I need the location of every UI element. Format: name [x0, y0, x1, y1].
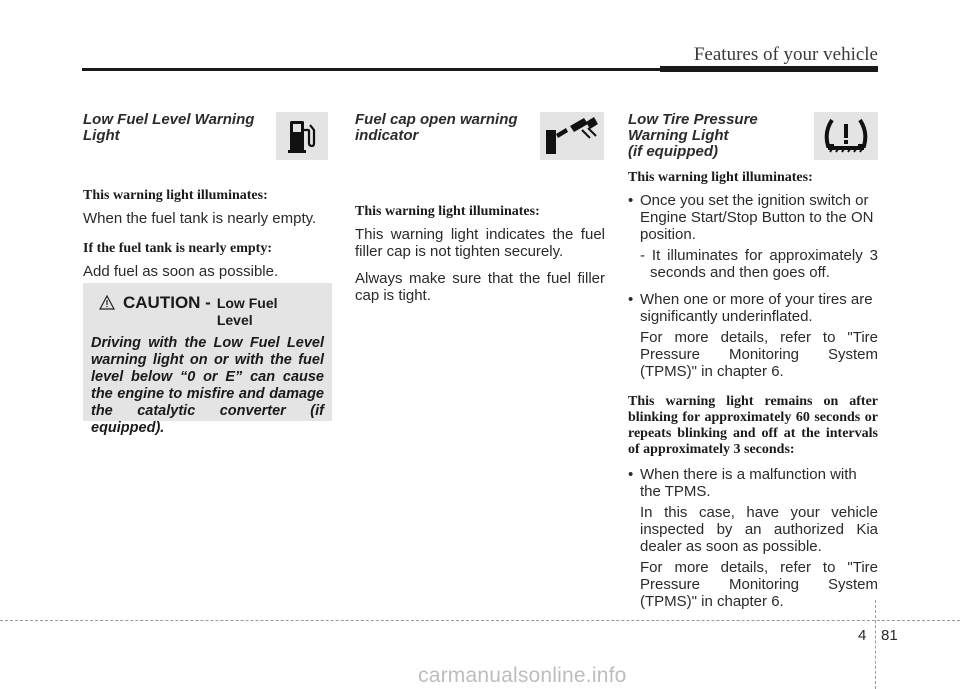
tire-pressure-bullet-2: • When one or more of your tires are significantly underinflated. [628, 291, 878, 325]
tire-pressure-dash-text: - It illuminates for approximately 3 seconds and then goes off. [640, 247, 878, 281]
fuel-pump-icon [276, 112, 328, 160]
fuel-cap-text-1: This warning light indicates the fuel filler cap is not tighten securely. [355, 226, 605, 260]
warning-triangle-icon [99, 295, 115, 310]
page-number: 81 [881, 627, 898, 644]
fuel-cap-title: Fuel cap open warning indicator [355, 111, 518, 144]
header-rule-accent [660, 66, 878, 72]
tire-pressure-note-3: For more details, refer to "Tire Pressure Monitoring System (TPMS)" in chapter 6. [640, 559, 878, 610]
tire-pressure-subhead-1: This warning light illuminates: [628, 170, 813, 185]
low-fuel-subhead-1: This warning light illuminates: [83, 188, 268, 203]
tire-pressure-title-line-2: Warning Light [628, 127, 729, 144]
low-fuel-subhead-2: If the fuel tank is nearly empty: [83, 241, 272, 256]
caution-text: Driving with the Low Fuel Level warning light on or with the fuel level below “0 or E” can cause the engine to misfire and damage the catalytic converter (if equipped). [91, 335, 324, 436]
tire-pressure-bullet-3: • When there is a malfunction with the TPMS. [628, 466, 878, 500]
fuel-cap-subhead: This warning light illuminates: [355, 204, 540, 219]
tire-pressure-title-line-3: (if equipped) [628, 143, 718, 160]
chapter-number: 4 [858, 627, 867, 644]
tire-pressure-subhead-2: This warning light remains on after blinking for approximately 60 seconds or repeats blinking and off at the intervals of approximately 3 seconds: [628, 394, 878, 457]
low-fuel-text-1: When the fuel tank is nearly empty. [83, 210, 317, 227]
tire-pressure-dash-1 [628, 247, 878, 281]
fuel-cap-open-icon [540, 112, 604, 160]
tire-pressure-icon [814, 112, 878, 160]
watermark-text: carmanualsonline.info [418, 664, 627, 687]
footer-vertical-divider [875, 600, 877, 689]
tire-pressure-title-line-1: Low Tire Pressure [628, 111, 758, 128]
tire-pressure-note-1: For more details, refer to "Tire Pressure Monitoring System (TPMS)" in chapter 6. [640, 329, 878, 380]
caution-subject: Low Fuel Level [216, 295, 278, 328]
tire-pressure-bullet-1: • Once you set the ignition switch or Engine Start/Stop Button to the ON position. [628, 192, 878, 243]
caution-box [83, 283, 332, 436]
tire-pressure-section [628, 112, 878, 614]
low-fuel-title: Low Fuel Level Warning Light [83, 111, 255, 144]
tire-pressure-note-2: In this case, have your vehicle inspected by an authorized Kia dealer as soon as possible. [640, 504, 878, 555]
low-fuel-text-2: Add fuel as soon as possible. [83, 263, 279, 280]
footer-divider [0, 620, 960, 622]
low-fuel-section [83, 112, 331, 290]
caution-label: CAUTION - [123, 293, 211, 312]
fuel-cap-section [355, 112, 605, 314]
page-header-title: Features of your vehicle [693, 44, 878, 65]
tire-pressure-title [628, 112, 808, 160]
fuel-cap-text-2: Always make sure that the fuel filler cap is tight. [355, 270, 605, 304]
